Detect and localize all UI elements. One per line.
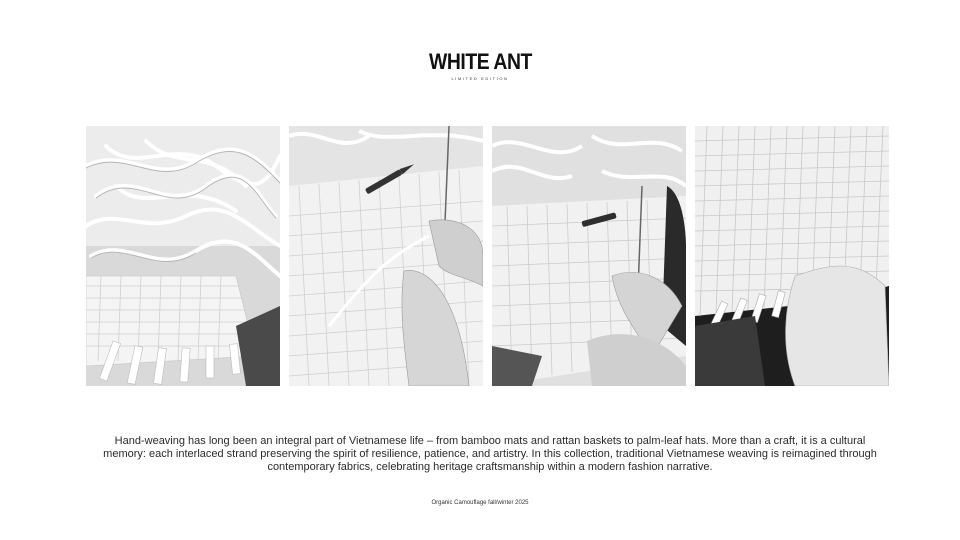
collection-description: Hand-weaving has long been an integral part of Vietnamese life – from bamboo mats and rattan baskets to palm-leaf hats. More than a craft, it is a cultural memory: each interlaced strand preserving the spirit of resilience, patience, and artistry. In this collection, traditional Vietnamese weaving is reimagined through contemporary fabrics, celebrating heritage craftsmanship within a modern fashion narrative.: [103, 435, 877, 473]
photo-weaver-needle: [492, 126, 686, 386]
photo-hands-weaving: [289, 126, 483, 386]
photo-weaving-strips: [86, 126, 280, 386]
brand-header: [0, 50, 960, 81]
brand-logo: WHITE ANT: [428, 49, 532, 74]
photo-strip: [86, 126, 891, 386]
weaver-needle-image: [492, 126, 686, 386]
photo-woven-closeup: [695, 126, 889, 386]
brand-tagline: LIMITED EDITION: [451, 76, 509, 81]
hands-weaving-image: [289, 126, 483, 386]
weaving-strips-image: [86, 126, 280, 386]
woven-closeup-image: [695, 126, 889, 386]
collection-caption: Organic Camouflage fall/winter 2025: [431, 500, 529, 506]
